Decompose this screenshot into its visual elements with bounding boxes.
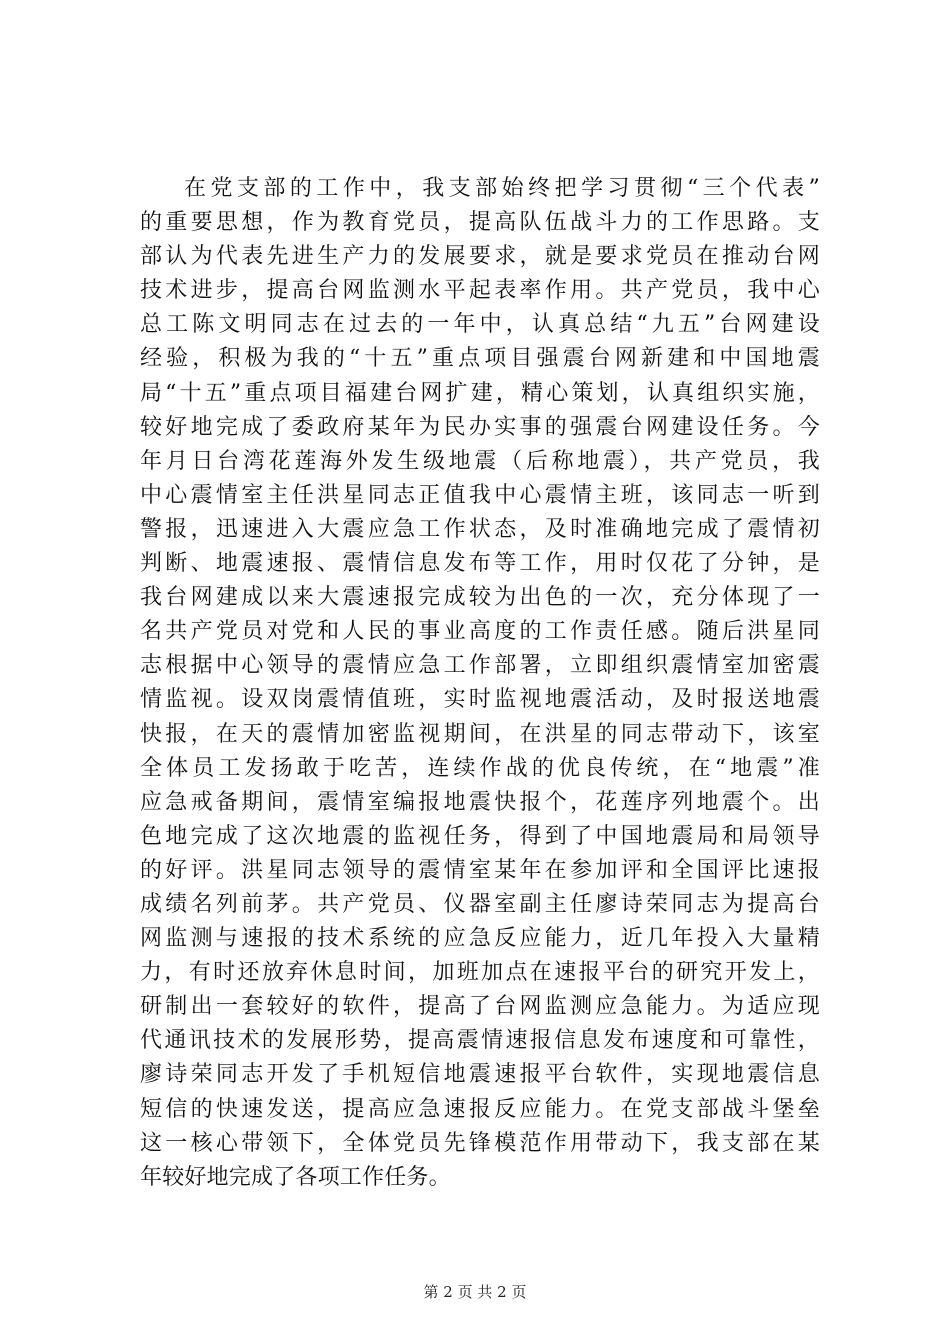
paragraph-line: 较好地完成了委政府某年为民办实事的强震台网建设任务。今 xyxy=(140,414,820,440)
paragraph-line: 部认为代表先进生产力的发展要求，就是要求党员在推动台网 xyxy=(140,244,820,270)
page-footer xyxy=(0,1282,950,1302)
paragraph-line: 快报，在天的震情加密监视期间，在洪星的同志带动下，该室 xyxy=(140,721,820,747)
paragraph-line: 年较好地完成了各项工作任务。 xyxy=(140,1164,451,1190)
paragraph-line: 研制出一套较好的软件，提高了台网监测应急能力。为适应现 xyxy=(140,994,820,1020)
body-paragraph xyxy=(140,172,820,1195)
paragraph-line: 年月日台湾花莲海外发生级地震（后称地震），共产党员，我 xyxy=(140,448,820,474)
paragraph-line: 成绩名列前茅。共产党员、仪器室副主任廖诗荣同志为提高台 xyxy=(140,891,820,917)
paragraph-line: 的好评。洪星同志领导的震情室某年在参加评和全国评比速报 xyxy=(140,857,820,883)
paragraph-line: 技术进步，提高台网监测水平起表率作用。共产党员，我中心 xyxy=(140,278,820,304)
paragraph-line: 代通讯技术的发展形势，提高震情速报信息发布速度和可靠性， xyxy=(140,1028,820,1054)
paragraph-line: 总工陈文明同志在过去的一年中，认真总结“九五”台网建设 xyxy=(140,312,820,338)
paragraph-line: 廖诗荣同志开发了手机短信地震速报平台软件，实现地震信息 xyxy=(140,1062,820,1088)
paragraph-line: 中心震情室主任洪星同志正值我中心震情主班，该同志一听到 xyxy=(140,482,820,508)
paragraph-line: 名共产党员对党和人民的事业高度的工作责任感。随后洪星同 xyxy=(140,619,820,645)
paragraph-line: 志根据中心领导的震情应急工作部署，立即组织震情室加密震 xyxy=(140,653,820,679)
paragraph-line: 我台网建成以来大震速报完成较为出色的一次，充分体现了一 xyxy=(140,585,820,611)
paragraph-line: 力，有时还放弃休息时间，加班加点在速报平台的研究开发上， xyxy=(140,960,820,986)
paragraph-line: 应急戒备期间，震情室编报地震快报个，花莲序列地震个。出 xyxy=(140,789,820,815)
paragraph-line: 警报，迅速进入大震应急工作状态，及时准确地完成了震情初 xyxy=(140,516,820,542)
paragraph-line: 局“十五”重点项目福建台网扩建，精心策划，认真组织实施， xyxy=(140,380,820,406)
paragraph-line: 全体员工发扬敢于吃苦，连续作战的优良传统，在“地震”准 xyxy=(140,755,820,781)
paragraph-line: 网监测与速报的技术系统的应急反应能力，近几年投入大量精 xyxy=(140,926,820,952)
paragraph-line: 在党支部的工作中，我支部始终把学习贯彻“三个代表” xyxy=(184,176,820,201)
paragraph-line: 情监视。设双岗震情值班，实时监视地震活动，及时报送地震 xyxy=(140,687,820,713)
paragraph-line: 这一核心带领下，全体党员先锋模范作用带动下，我支部在某 xyxy=(140,1130,820,1156)
paragraph-line: 判断、地震速报、震情信息发布等工作，用时仅花了分钟，是 xyxy=(140,551,820,577)
paragraph-line: 短信的快速发送，提高应急速报反应能力。在党支部战斗堡垒 xyxy=(140,1096,820,1122)
page-number: 第 2 页 共 2 页 xyxy=(423,1283,527,1301)
paragraph-line: 色地完成了这次地震的监视任务，得到了中国地震局和局领导 xyxy=(140,823,820,849)
paragraph-line: 经验，积极为我的“十五”重点项目强震台网新建和中国地震 xyxy=(140,346,820,372)
paragraph-line: 的重要思想，作为教育党员，提高队伍战斗力的工作思路。支 xyxy=(140,210,820,236)
